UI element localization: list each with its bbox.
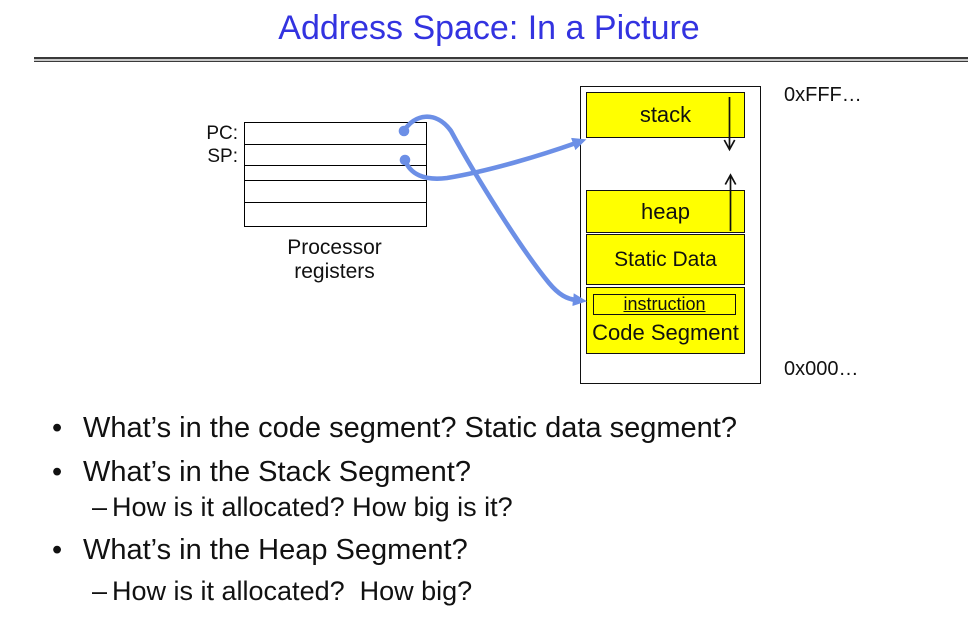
instruction-box [593, 294, 736, 315]
address-top-label: 0xFFF… [784, 84, 862, 106]
sub-bullet-text: How is it allocated? How big? [112, 576, 473, 606]
static-data-segment [586, 234, 745, 285]
pc-to-instruction-arrow [404, 117, 576, 300]
stack-label: stack [639, 102, 692, 127]
register-row [245, 181, 426, 203]
pc-register-label: PC: [206, 123, 238, 144]
register-table [244, 122, 427, 227]
stack-segment [586, 92, 745, 138]
title-underline [34, 57, 968, 62]
bullet-item [52, 534, 468, 567]
bullet-marker: • [52, 456, 63, 488]
register-row [245, 203, 426, 226]
registers-caption-line2: registers [294, 260, 375, 283]
bullet-item [52, 412, 737, 445]
register-row-pc [245, 123, 426, 145]
register-row [245, 166, 426, 181]
sub-bullet-marker: – [92, 492, 108, 522]
bullet-text: What’s in the code segment? Static data segment? [83, 412, 737, 444]
heap-label: heap [641, 198, 690, 224]
register-row-sp [245, 145, 426, 166]
bullet-marker: • [52, 412, 63, 444]
registers-caption-line1: Processor [287, 236, 382, 259]
sp-register-label: SP: [207, 146, 238, 167]
bullet-text: What’s in the Heap Segment? [83, 534, 468, 566]
instruction-label: instruction [623, 294, 706, 314]
bullet-text: What’s in the Stack Segment? [83, 456, 471, 488]
bullet-item [52, 456, 471, 489]
page-title: Address Space: In a Picture [278, 9, 700, 47]
code-segment-label: Code Segment [592, 320, 739, 345]
heap-segment [586, 190, 745, 233]
bullet-marker: • [52, 534, 63, 566]
address-bottom-label: 0x000… [784, 358, 859, 380]
sub-bullet-text: How is it allocated? How big is it? [112, 492, 513, 522]
sp-to-stack-arrow [405, 143, 576, 179]
sub-bullet-item [92, 492, 513, 523]
static-data-label: Static Data [614, 247, 717, 271]
sub-bullet-marker: – [92, 576, 108, 606]
registers-caption [244, 236, 425, 284]
sub-bullet-item [92, 576, 472, 607]
